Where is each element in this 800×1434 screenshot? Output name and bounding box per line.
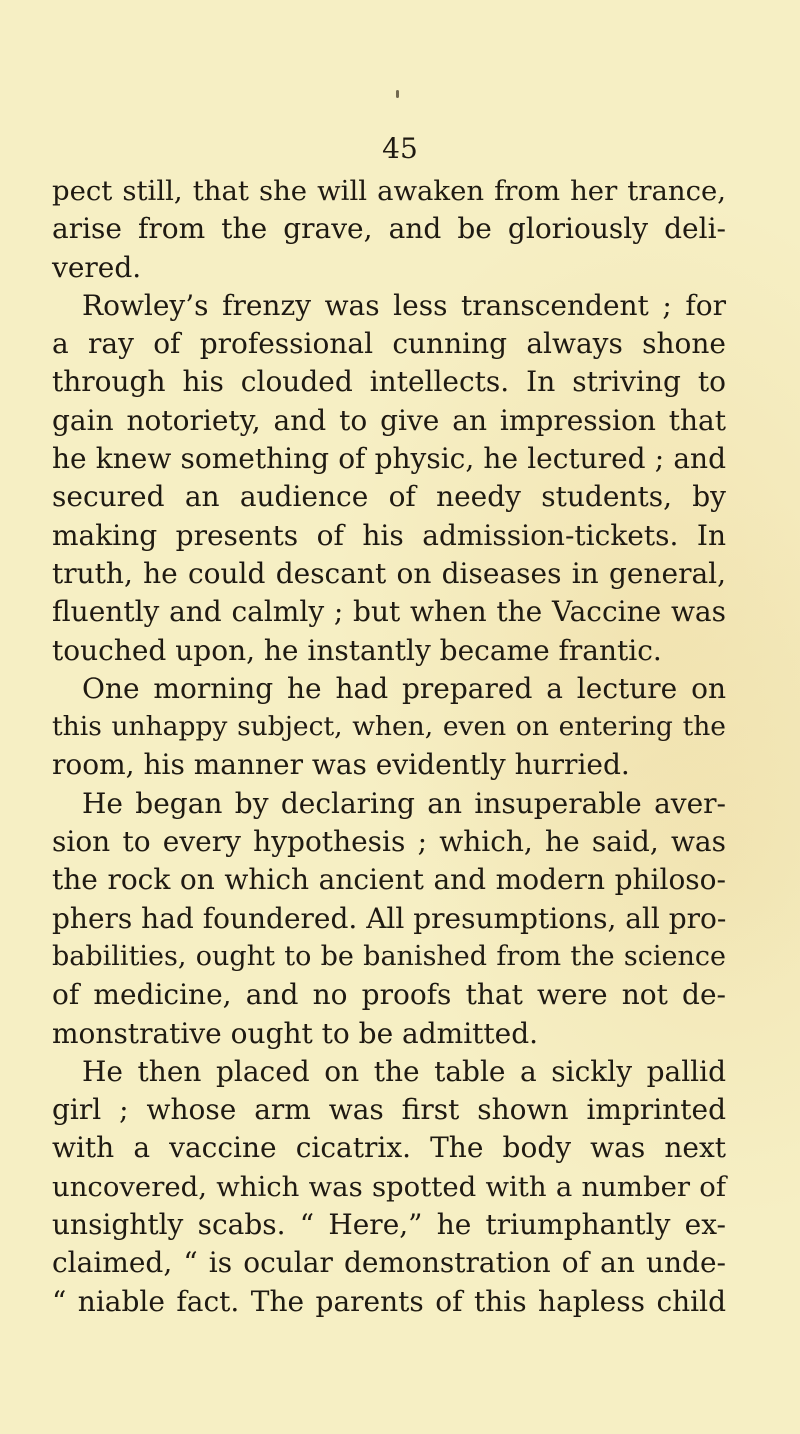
text-line: gain notoriety, and to give an impression that xyxy=(52,403,726,437)
text-line: making presents of his admission-tickets. In xyxy=(52,518,726,552)
text-line: He began by declaring an insuperable aver- xyxy=(82,786,726,820)
text-line: vered. xyxy=(52,250,142,284)
text-line: Rowley’s frenzy was less transcendent ; for xyxy=(82,288,726,322)
body-text xyxy=(52,172,726,1321)
text-line: phers had foundered. All presumptions, all pro- xyxy=(52,901,727,935)
text-line: babilities, ought to be banished from the science xyxy=(52,940,726,972)
text-line: this unhappy subject, when, even on entering the xyxy=(52,711,726,743)
text-line: girl ; whose arm was first shown imprinted xyxy=(52,1093,726,1127)
text-line: through his clouded intellects. In striving to xyxy=(52,365,726,399)
text-line: of medicine, and no proofs that were not de- xyxy=(52,978,726,1012)
text-line: secured an audience of needy students, by xyxy=(52,480,726,514)
text-line: uncovered, which was spotted with a number of xyxy=(52,1170,726,1203)
text-line: a ray of professional cunning always shone xyxy=(52,327,726,361)
ink-speck xyxy=(396,90,399,98)
text-line: “ niable fact. The parents of this hapless child xyxy=(52,1284,726,1318)
text-line: room, his manner was evidently hurried. xyxy=(52,748,630,782)
text-line: truth, he could descant on diseases in general, xyxy=(52,556,726,590)
text-line: with a vaccine cicatrix. The body was next xyxy=(52,1131,726,1165)
page-number: 45 xyxy=(382,132,418,165)
text-line: monstrative ought to be admitted. xyxy=(52,1016,539,1050)
text-line: unsightly scabs. “ Here,” he triumphantly ex- xyxy=(52,1208,726,1242)
text-line: He then placed on the table a sickly pallid xyxy=(82,1054,726,1088)
text-line: One morning he had prepared a lecture on xyxy=(82,671,726,705)
text-line: claimed, “ is ocular demonstration of an unde- xyxy=(52,1246,726,1280)
text-line: fluently and calmly ; but when the Vaccine was xyxy=(52,595,726,629)
text-line: the rock on which ancient and modern philoso- xyxy=(52,863,726,897)
text-line: sion to every hypothesis ; which, he said, was xyxy=(52,825,726,859)
text-line: touched upon, he instantly became frantic. xyxy=(52,633,662,667)
text-line: he knew something of physic, he lectured ; and xyxy=(52,442,726,476)
text-line: pect still, that she will awaken from her trance, xyxy=(52,175,726,207)
text-line: arise from the grave, and be gloriously deli- xyxy=(52,212,726,246)
